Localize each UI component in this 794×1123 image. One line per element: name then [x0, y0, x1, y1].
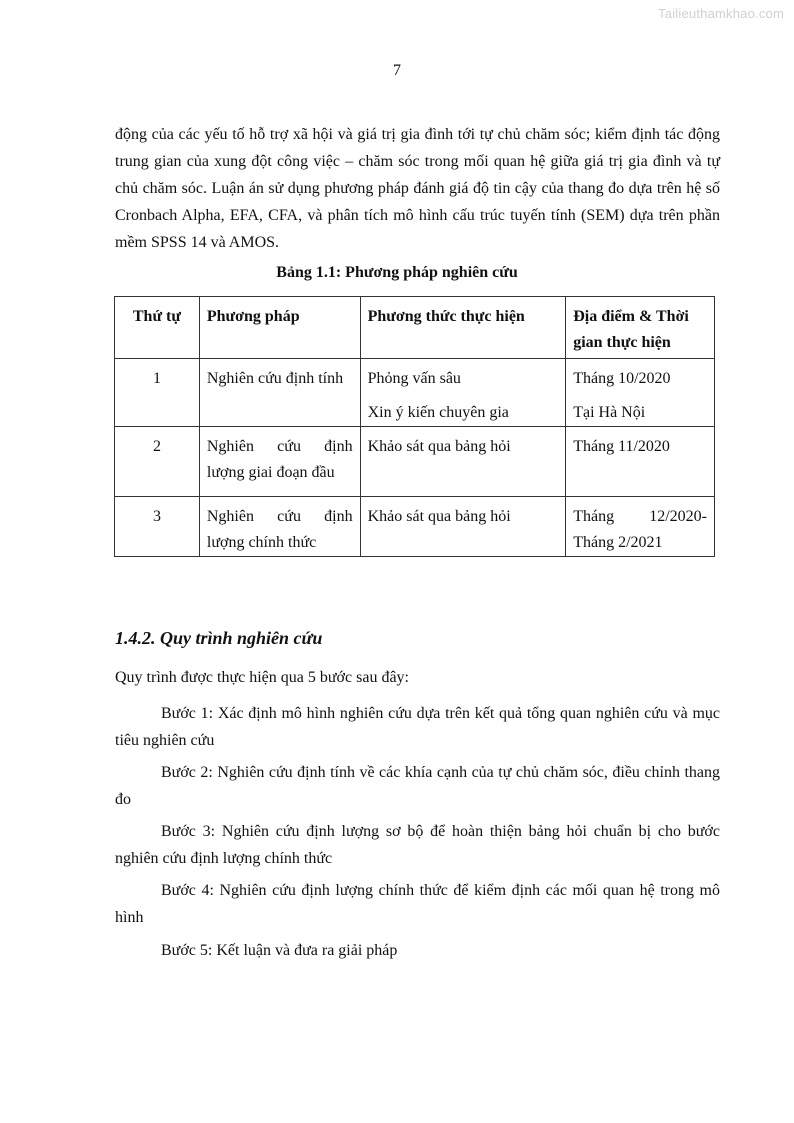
step-item: Bước 3: Nghiên cứu định lượng sơ bộ để hoàn thiện bảng hỏi chuẩn bị cho bước nghiên cứu định lượng chính thức — [115, 823, 720, 867]
table-row — [115, 427, 715, 497]
cell-approach — [360, 359, 566, 427]
cell-place-time: Tháng 11/2020 — [566, 427, 715, 497]
header-method: Phương pháp — [199, 297, 360, 359]
step-item: Bước 4: Nghiên cứu định lượng chính thức để kiểm định các mối quan hệ trong mô hình — [115, 882, 720, 926]
cell-place-time — [566, 359, 715, 427]
header-place-time: Địa điểm & Thời gian thực hiện — [566, 297, 715, 359]
table-row — [115, 497, 715, 557]
watermark-text: Tailieuthamkhao.com — [658, 6, 784, 21]
table-row — [115, 359, 715, 427]
cell-place-time: Tháng 12/2020-Tháng 2/2021 — [566, 497, 715, 557]
approach-line: Phỏng vấn sâu — [367, 370, 461, 387]
cell-order: 3 — [115, 497, 200, 557]
cell-method: Nghiên cứu định lượng chính thức — [199, 497, 360, 557]
methods-table — [114, 296, 715, 557]
cell-approach: Khảo sát qua bảng hỏi — [360, 497, 566, 557]
approach-line: Xin ý kiến chuyên gia — [367, 404, 509, 421]
place-time-line: Tháng 10/2020 — [573, 370, 671, 387]
cell-order: 1 — [115, 359, 200, 427]
page-number: 7 — [393, 62, 401, 79]
place-time-line: Tại Hà Nội — [573, 404, 646, 421]
table-caption: Bảng 1.1: Phương pháp nghiên cứu — [276, 264, 518, 281]
section-lead: Quy trình được thực hiện qua 5 bước sau đây: — [115, 669, 409, 686]
section-heading: 1.4.2. Quy trình nghiên cứu — [115, 628, 323, 648]
intro-paragraph: động của các yếu tố hỗ trợ xã hội và giá trị gia đình tới tự chủ chăm sóc; kiểm định tác động trung gian của xung đột công việc – chăm sóc trong mối quan hệ giữa giá trị gia đình và tự chủ chăm sóc. Luận án sử dụng phương pháp đánh giá độ tin cậy của thang đo dựa trên hệ số Cronbach Alpha, EFA, CFA, và phân tích mô hình cấu trúc tuyến tính (SEM) dựa trên phần mềm SPSS 14 và AMOS. — [115, 126, 720, 251]
cell-method: Nghiên cứu định lượng giai đoạn đầu — [199, 427, 360, 497]
header-approach: Phương thức thực hiện — [360, 297, 566, 359]
header-order: Thứ tự — [115, 297, 200, 359]
cell-method: Nghiên cứu định tính — [199, 359, 360, 427]
table-header-row — [115, 297, 715, 359]
step-item: Bước 2: Nghiên cứu định tính về các khía cạnh của tự chủ chăm sóc, điều chỉnh thang đo — [115, 764, 720, 808]
cell-order: 2 — [115, 427, 200, 497]
step-item: Bước 1: Xác định mô hình nghiên cứu dựa trên kết quả tổng quan nghiên cứu và mục tiêu nghiên cứu — [115, 705, 720, 749]
step-item: Bước 5: Kết luận và đưa ra giải pháp — [161, 942, 398, 959]
cell-approach: Khảo sát qua bảng hỏi — [360, 427, 566, 497]
